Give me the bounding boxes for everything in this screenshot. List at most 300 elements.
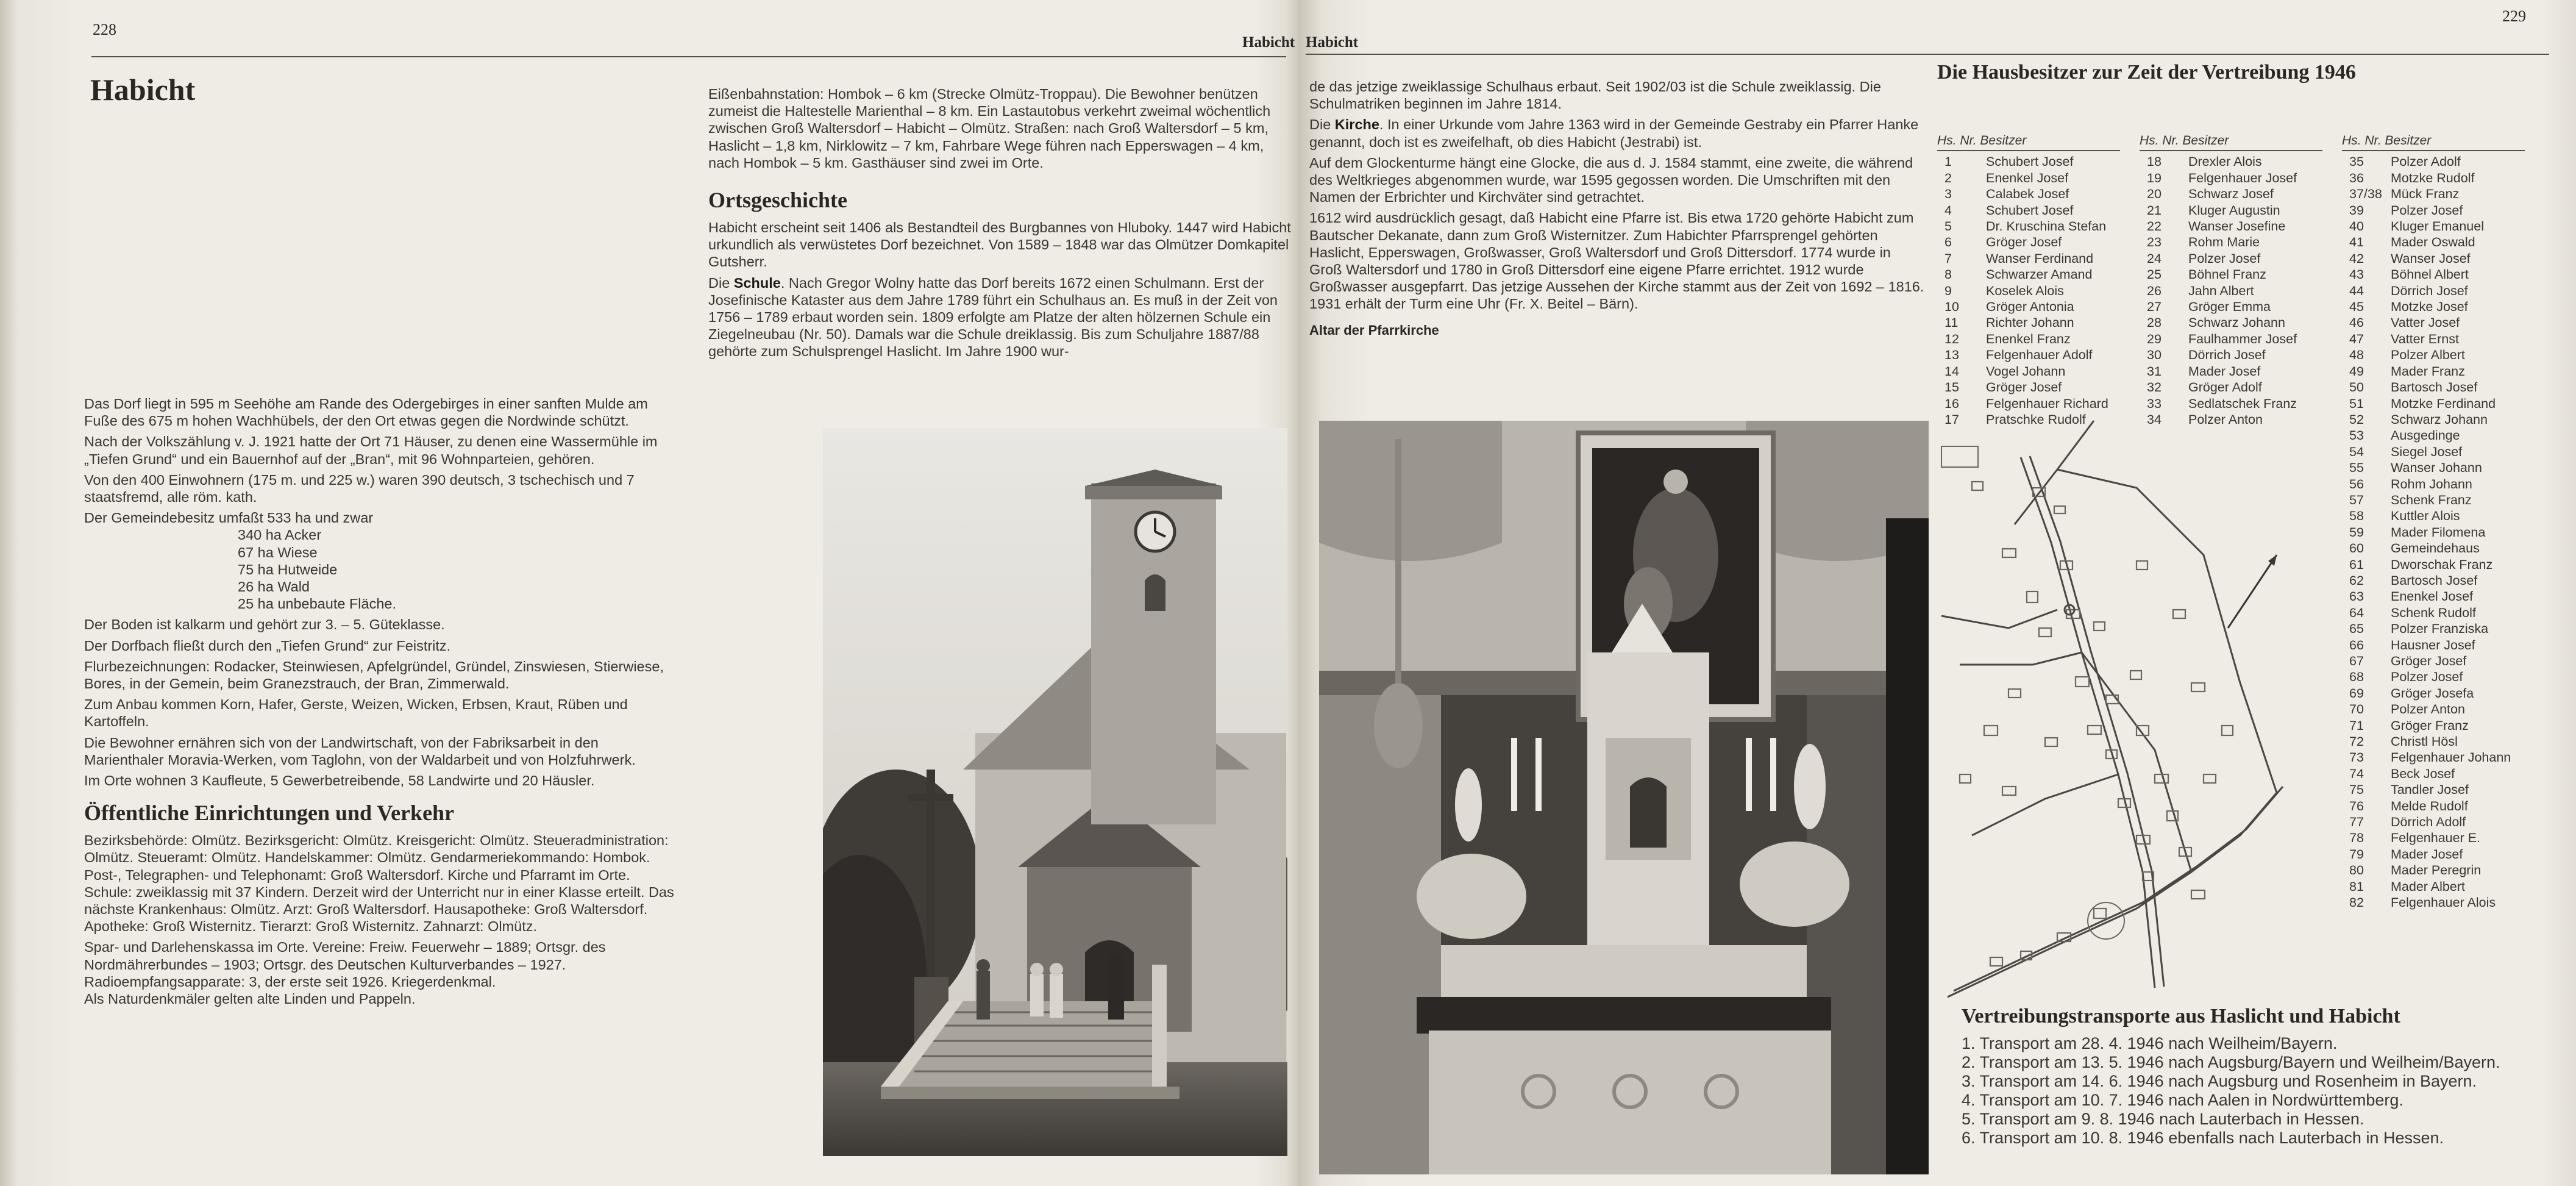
house-number: 46: [2349, 315, 2364, 330]
owner-name: Vogel Johann: [1986, 363, 2066, 379]
owner-name: Kluger Emanuel: [2391, 219, 2484, 234]
house-number: 63: [2349, 589, 2364, 604]
owner-row: [2342, 508, 2525, 524]
owner-name: Polzer Franziska: [2391, 621, 2489, 637]
owner-row: [1937, 202, 2120, 218]
altar-illustration: [1319, 421, 1929, 1174]
owner-row: [2342, 379, 2525, 395]
owners-column-2: [2140, 133, 2322, 427]
house-number: 3: [1944, 187, 1952, 202]
owner-name: Rohm Marie: [2188, 235, 2260, 250]
right-page: [1298, 0, 2576, 1186]
owner-row: [2342, 734, 2525, 749]
owner-row: [2342, 396, 2525, 412]
house-number: 78: [2349, 831, 2364, 846]
owner-name: Pratschke Rudolf: [1986, 412, 2086, 427]
owner-name: Schwarz Johann: [2391, 412, 2488, 427]
house-number: 68: [2349, 670, 2364, 685]
house-number: 55: [2349, 460, 2364, 476]
paragraph: de das jetzige zweiklassige Schulhaus erbaut. Seit 1902/03 ist die Schule zweiklassig. Die Schulmatriken beginnen im Jahre 1814.: [1309, 79, 1881, 112]
paragraph: 1612 wird ausdrücklich gesagt, daß Habicht eine Pfarre ist. Bis etwa 1720 gehörte Habicht zum Bautscher Dekanate, dann zum Groß Wisternitzer. Zum Habichter Pfarrsprengel gehörten Haslicht, Epperswagen, Großwasser, Groß Waltersdorf und Groß Dittersdorf. 1774 wurde in Groß Waltersdorf und 1780 in Groß Dittersdorf eine eigene Pfarre errichtet. 1912 wurde Großwasser ausgepfarrt. Das jetzige Aussehen der Kirche stammt aus der Zeit von 1692 – 1816. 1931 erhält der Turm eine Uhr (Fr. X. Beitel – Bärn).: [1309, 210, 1924, 312]
section-heading-public: Öffentliche Einrichtungen und Verkehr: [84, 801, 455, 826]
transport-item: 3. Transport am 14. 6. 1946 nach Augsburg und Rosenheim in Bayern.: [1962, 1072, 2477, 1090]
owner-name: Felgenhauer Richard: [1986, 396, 2108, 411]
house-number: 17: [1944, 412, 1959, 427]
owner-row: [1937, 186, 2120, 202]
land-use-item: 26 ha Wald: [238, 579, 310, 595]
house-number: 32: [2147, 380, 2161, 395]
transports-section: [1962, 1005, 2547, 1148]
owner-row: [2140, 363, 2322, 379]
house-number: 37/38: [2349, 187, 2382, 202]
house-number: 53: [2349, 428, 2364, 443]
page-number-right: 229: [2502, 7, 2526, 25]
owner-row: [2342, 846, 2525, 862]
owner-name: Polzer Josef: [2188, 251, 2261, 266]
owner-row: [2140, 202, 2322, 218]
owner-row: [2140, 186, 2322, 202]
owner-name: Rohm Johann: [2391, 476, 2472, 491]
owner-name: Schenk Franz: [2391, 492, 2472, 507]
owner-row: [2342, 766, 2525, 782]
house-number: 50: [2349, 380, 2364, 395]
owner-row: [2342, 701, 2525, 717]
owner-name: Wanser Ferdinand: [1986, 251, 2094, 266]
owner-name: Dworschak Franz: [2391, 557, 2493, 572]
owner-name: Drexler Alois: [2188, 154, 2262, 170]
transports-heading: Vertreibungstransporte aus Haslicht und Habicht: [1962, 1005, 2400, 1027]
owner-row: [2342, 283, 2525, 299]
owner-name: Felgenhauer Josef: [2188, 170, 2297, 185]
owner-name: Christl Hösl: [2391, 734, 2458, 749]
owner-name: Gröger Adolf: [2188, 380, 2262, 395]
owner-name: Richter Johann: [1986, 315, 2074, 330]
owner-name: Gemeindehaus: [2391, 541, 2480, 556]
owner-name: Gröger Josefa: [2391, 685, 2474, 701]
land-use-item: 75 ha Hutweide: [238, 561, 338, 577]
owner-name: Bartosch Josef: [2391, 380, 2478, 395]
owner-row: [1937, 363, 2120, 379]
column-2: [708, 85, 1293, 360]
paragraph: Der Gemeindebesitz umfaßt 533 ha und zwar: [84, 510, 374, 526]
owner-name: Motzke Ferdinand: [2391, 396, 2496, 411]
owner-name: Gröger Franz: [2391, 718, 2469, 733]
house-number: 58: [2349, 509, 2364, 524]
owner-row: [2342, 524, 2525, 540]
owner-row: [2342, 427, 2525, 443]
house-number: 42: [2349, 251, 2364, 266]
house-number: 56: [2349, 476, 2364, 491]
owner-name: Polzer Anton: [2391, 702, 2465, 717]
house-number: 11: [1944, 315, 1959, 330]
paragraph: Nach der Volkszählung v. J. 1921 hatte der Ort 71 Häuser, zu denen eine Wassermühle im „Tiefen Grund“ und ein Bauernhof auf der „Bran“, mit 96 Wohnparteien, gehören.: [84, 434, 658, 467]
house-number: 2: [1944, 170, 1952, 185]
right-text-column: [1309, 78, 1926, 338]
transport-item: 4. Transport am 10. 7. 1946 nach Aalen in Nordwürttemberg.: [1962, 1091, 2403, 1109]
paragraph: Habicht erscheint seit 1406 als Bestandteil des Burgbannes von Hluboky. 1447 wird Habicht urkundlich als verwüstetes Dorf bezeichnet. Von 1589 – 1848 war das Olmützer Domkapitel Gutsherr.: [708, 220, 1291, 270]
house-number: 57: [2349, 492, 2364, 507]
column-1: [84, 395, 675, 1007]
owner-row: [2140, 170, 2322, 186]
owner-name: Schwarz Johann: [2188, 315, 2285, 330]
house-number: 61: [2349, 557, 2364, 572]
house-number: 8: [1944, 267, 1952, 282]
owner-row: [1937, 218, 2120, 234]
owners-column-3: [2342, 133, 2525, 911]
owner-row: [2342, 814, 2525, 830]
owner-row: [2342, 588, 2525, 604]
house-number: 71: [2349, 718, 2364, 733]
owner-row: [1937, 379, 2120, 395]
house-number: 22: [2147, 219, 2161, 234]
owner-name: Gröger Josef: [1986, 235, 2062, 250]
house-number: 1: [1944, 154, 1952, 170]
owner-row: [1937, 331, 2120, 347]
house-number: 12: [1944, 331, 1959, 346]
owner-row: [2342, 862, 2525, 878]
page-title: Habicht: [90, 73, 196, 107]
house-number: 72: [2349, 734, 2364, 749]
owner-name: Bartosch Josef: [2391, 573, 2478, 588]
owner-name: Mader Franz: [2391, 363, 2465, 379]
text: Die: [708, 274, 734, 291]
owner-row: [1937, 283, 2120, 299]
owner-name: Dörrich Josef: [2188, 348, 2266, 363]
house-number: 52: [2349, 412, 2364, 427]
owner-name: Felgenhauer Alois: [2391, 895, 2496, 910]
owner-row: [2342, 492, 2525, 508]
transport-item: 1. Transport am 28. 4. 1946 nach Weilheim/Bayern.: [1962, 1034, 2338, 1052]
owner-name: Vatter Ernst: [2391, 331, 2459, 346]
owner-row: [2342, 412, 2525, 427]
house-number: 54: [2349, 444, 2364, 459]
altar-photo: [1319, 421, 1929, 1174]
house-number: 30: [2147, 348, 2161, 363]
owner-name: Hausner Josef: [2391, 637, 2475, 652]
header-rule-right: [1306, 54, 2549, 55]
owner-row: [2342, 444, 2525, 460]
owner-name: Polzer Albert: [2391, 348, 2465, 363]
owner-row: [2140, 154, 2322, 170]
owner-name: Polzer Josef: [2391, 670, 2463, 685]
owner-row: [2342, 669, 2525, 685]
paragraph: Der Boden ist kalkarm und gehört zur 3. – 5. Güteklasse.: [84, 616, 445, 633]
owner-row: [2342, 476, 2525, 492]
house-number: 20: [2147, 187, 2161, 202]
paragraph: Die Bewohner ernähren sich von der Landwirtschaft, von der Fabriksarbeit in den Marienthaler Moravia-Werken, vom Taglohn, von der Waldarbeit und von Holzfuhrwerk.: [84, 734, 636, 768]
section-heading-history: Ortsgeschichte: [708, 188, 847, 213]
owner-row: [1937, 347, 2120, 363]
owner-row: [1937, 234, 2120, 250]
owner-name: Motzke Rudolf: [2391, 170, 2475, 185]
owner-row: [2342, 251, 2525, 266]
owners-column-1: [1937, 133, 2120, 427]
owner-row: [2342, 573, 2525, 588]
owner-name: Gröger Emma: [2188, 299, 2271, 315]
owner-name: Böhnel Franz: [2188, 267, 2266, 282]
house-number: 80: [2349, 863, 2364, 878]
owner-name: Schenk Rudolf: [2391, 605, 2476, 620]
house-number: 24: [2147, 251, 2161, 266]
house-number: 10: [1944, 299, 1959, 315]
house-number: 74: [2349, 766, 2364, 781]
column-header: Hs. Nr. Besitzer: [1937, 133, 2120, 151]
land-use-list: [84, 526, 675, 612]
owner-row: [2342, 299, 2525, 315]
paragraph: Bezirksbehörde: Olmütz. Bezirksgericht: Olmütz. Kreisgericht: Olmütz. Steueradministration: Olmütz. Steueramt: Olmütz. Handelskammer: Olmütz. Gendarmeriekommando: Hombok. Post-, Telegraphen- und Telephonamt: Groß Waltersdorf. Kirche und Pfarramt im Orte. Schule: zweiklassig mit 37 Kindern. Derzeit wird der Unterricht nur in einer Klasse erteilt. Das nächste Krankenhaus: Olmütz. Arzt: Groß Waltersdorf. Hausapotheke: Groß Waltersdorf. Apotheke: Groß Wisternitz. Tierarzt: Groß Wisternitz. Zahnarzt: Olmütz.: [84, 832, 674, 935]
house-number: 70: [2349, 702, 2364, 717]
house-number: 76: [2349, 798, 2364, 813]
house-number: 64: [2349, 605, 2364, 620]
house-number: 16: [1944, 396, 1959, 411]
owner-row: [2342, 782, 2525, 798]
house-number: 41: [2349, 235, 2364, 250]
owner-name: Faulhammer Josef: [2188, 331, 2297, 346]
land-use-item: 25 ha unbebaute Fläche.: [238, 596, 397, 612]
paragraph: Eißenbahnstation: Hombok – 6 km (Strecke Olmütz-Troppau). Die Bewohner benützen zumeist die Haltestelle Marienthal – 8 km. Ein Lastautobus verkehrt zweimal wöchentlich zwischen Groß Waltersdorf – Habicht – Olmütz. Straßen: nach Groß Waltersdorf – 5 km, Haslicht – 1,8 km, Nirklowitz – 7 km, Fahrbare Wege führen nach Epperswagen – 4 km, nach Hombok – 5 km. Gasthäuser sind zwei im Orte.: [708, 86, 1271, 171]
owner-name: Polzer Anton: [2188, 412, 2263, 427]
owner-name: Schwarz Josef: [2188, 187, 2274, 202]
column-header: Hs. Nr. Besitzer: [2140, 133, 2322, 151]
house-number: 9: [1944, 283, 1952, 298]
owner-row: [2342, 540, 2525, 556]
owner-row: [2140, 266, 2322, 282]
house-number: 4: [1944, 202, 1952, 218]
owner-name: Mück Franz: [2391, 187, 2460, 202]
owner-row: [2342, 347, 2525, 363]
owner-row: [2140, 218, 2322, 234]
house-number: 49: [2349, 363, 2364, 379]
owner-row: [2342, 685, 2525, 701]
house-number: 59: [2349, 524, 2364, 540]
running-head-left: Habicht: [1242, 34, 1295, 51]
owner-row: [2140, 283, 2322, 299]
owner-row: [2140, 234, 2322, 250]
owner-row: [2342, 266, 2525, 282]
paragraph-church: [1309, 116, 1926, 150]
owner-name: Schubert Josef: [1986, 202, 2074, 218]
house-number: 35: [2349, 154, 2364, 170]
owner-row: [2140, 347, 2322, 363]
owner-name: Gröger Antonia: [1986, 299, 2074, 315]
house-number: 77: [2349, 815, 2364, 830]
house-number: 75: [2349, 782, 2364, 798]
house-number: 67: [2349, 654, 2364, 668]
house-number: 13: [1944, 348, 1959, 363]
owner-name: Mader Josef: [2188, 363, 2261, 379]
text: Die: [1309, 116, 1335, 133]
house-number: 25: [2147, 267, 2161, 282]
paragraph-school: [708, 274, 1293, 360]
house-number: 45: [2349, 299, 2364, 315]
house-number: 33: [2147, 396, 2161, 411]
transport-item: 6. Transport am 10. 8. 1946 ebenfalls nach Lauterbach in Hessen.: [1962, 1129, 2444, 1147]
owner-row: [1937, 266, 2120, 282]
paragraph: Von den 400 Einwohnern (175 m. und 225 w.) waren 390 deutsch, 3 tschechisch und 7 staatsfremd, alle röm. kath.: [84, 471, 635, 505]
owner-name: Dörrich Adolf: [2391, 815, 2466, 830]
house-number: 48: [2349, 348, 2364, 363]
house-number: 40: [2349, 219, 2364, 234]
owner-row: [2342, 202, 2525, 218]
keyword-kirche: Kirche: [1334, 116, 1379, 133]
owner-name: Felgenhauer Johann: [2391, 750, 2511, 765]
house-number: 60: [2349, 541, 2364, 556]
owner-name: Jahn Albert: [2188, 283, 2254, 298]
owner-row: [2140, 315, 2322, 330]
house-number: 65: [2349, 621, 2364, 637]
house-number: 81: [2349, 879, 2364, 894]
village-map-drawing: [1935, 409, 2338, 1000]
house-number: 51: [2349, 396, 2364, 411]
owner-name: Beck Josef: [2391, 766, 2455, 781]
church-illustration: [823, 428, 1287, 1156]
page-number-left: 228: [93, 21, 116, 38]
transport-item: 2. Transport am 13. 5. 1946 nach Augsburg/Bayern und Weilheim/Bayern.: [1962, 1053, 2500, 1071]
owner-row: [2140, 299, 2322, 315]
owner-name: Enenkel Josef: [2391, 589, 2474, 604]
owner-name: Dr. Kruschina Stefan: [1986, 219, 2107, 234]
house-number: 6: [1944, 235, 1952, 250]
owner-name: Enenkel Franz: [1986, 331, 2071, 346]
owner-name: Wanser Josefine: [2188, 219, 2286, 234]
paragraph: Zum Anbau kommen Korn, Hafer, Gerste, Weizen, Wicken, Erbsen, Kraut, Rüben und Kartoffeln.: [84, 696, 628, 730]
house-number: 66: [2349, 637, 2364, 652]
owner-name: Dörrich Josef: [2391, 283, 2468, 298]
owner-row: [2140, 379, 2322, 395]
owner-name: Mader Peregrin: [2391, 863, 2482, 878]
owner-name: Mader Albert: [2391, 879, 2465, 894]
text: . Nach Gregor Wolny hatte das Dorf bereits 1672 einen Schulmann. Erst der Josefinische Kataster aus dem Jahre 1789 führt ein Schulhaus an. Es muß in der Zeit von 1756 – 1789 erbaut worden sein. 1809 erfolgte am Platze der alten hölzernen Schule ein Ziegelneubau (Nr. 50). Damals war die Schule dreiklassig. Bis zum Schuljahre 1887/88 gehörte zum Schulsprengel Haslicht. Im Jahre 1900 wur-: [708, 274, 1278, 360]
owner-row: [2342, 186, 2525, 202]
church-photo: [823, 428, 1287, 1156]
text: . In einer Urkunde vom Jahre 1363 wird in der Gemeinde Gestraby ein Pfarrer Hanke genannt, doch ist es zweifelhaft, ob dies Habicht (Jestrabi) ist.: [1309, 116, 1919, 150]
house-number: 47: [2349, 331, 2364, 346]
house-number: 69: [2349, 685, 2364, 701]
paragraph: Flurbezeichnungen: Rodacker, Steinwiesen, Apfelgründel, Gründel, Zinswiesen, Stierwiese, Bores, in der Gemein, beim Granezstrauch, der Bran, Zimmerwald.: [84, 658, 664, 692]
land-use-item: 340 ha Acker: [238, 527, 322, 543]
owner-row: [2342, 895, 2525, 910]
owner-row: [1937, 315, 2120, 330]
house-number: 36: [2349, 170, 2364, 185]
owner-name: Kluger Augustin: [2188, 202, 2280, 218]
owner-name: Mader Filomena: [2391, 524, 2486, 540]
paragraph: Spar- und Darlehenskassa im Orte. Vereine: Freiw. Feuerwehr – 1889; Ortsgr. des Nordmährerbundes – 1903; Ortsgr. des Deutschen Kulturverbandes – 1927. Radioempfangsapparate: 3, der erste seit 1926. Kriegerdenkmal.: [84, 939, 606, 990]
owner-row: [1937, 154, 2120, 170]
owner-name: Melde Rudolf: [2391, 798, 2468, 813]
owner-name: Motzke Josef: [2391, 299, 2468, 315]
owner-name: Gröger Josef: [2391, 654, 2467, 668]
owner-name: Mader Josef: [2391, 846, 2463, 862]
owner-row: [1937, 170, 2120, 186]
house-number: 62: [2349, 573, 2364, 588]
header-rule-left: [91, 56, 1286, 57]
house-number: 39: [2349, 202, 2364, 218]
owner-name: Felgenhauer E.: [2391, 831, 2481, 846]
owner-row: [2342, 557, 2525, 573]
keyword-schule: Schule: [733, 274, 781, 291]
paragraph: Der Dorfbach fließt durch den „Tiefen Grund“ zur Feistritz.: [84, 637, 451, 654]
owner-name: Polzer Adolf: [2391, 154, 2461, 170]
owner-name: Böhnel Albert: [2391, 267, 2469, 282]
owner-name: Koselek Alois: [1986, 283, 2064, 298]
owner-name: Kuttler Alois: [2391, 509, 2460, 524]
owner-name: Sedlatschek Franz: [2188, 396, 2297, 411]
house-number: 7: [1944, 251, 1952, 266]
house-number: 5: [1944, 219, 1952, 234]
house-number: 18: [2147, 154, 2161, 170]
owner-row: [2342, 363, 2525, 379]
house-number: 21: [2147, 202, 2161, 218]
owner-row: [2342, 749, 2525, 765]
house-number: 31: [2147, 363, 2161, 379]
owner-name: Ausgedinge: [2391, 428, 2460, 443]
owner-name: Enenkel Josef: [1986, 170, 2069, 185]
owner-name: Tandler Josef: [2391, 782, 2469, 798]
owner-row: [2342, 315, 2525, 330]
house-number: 43: [2349, 267, 2364, 282]
owner-name: Schwarzer Amand: [1986, 267, 2093, 282]
house-number: 34: [2147, 412, 2161, 427]
owner-row: [2342, 637, 2525, 653]
house-number: 79: [2349, 846, 2364, 862]
photo-caption: Altar der Pfarrkirche: [1309, 322, 1439, 338]
paragraph: Auf dem Glockenturme hängt eine Glocke, die aus d. J. 1584 stammt, eine zweite, die während des Weltkrieges abgenommen wurde, war 1595 gegossen worden. Die Umschriften mit den Namen der Erbrichter und Kirchväter sind getrachtet.: [1309, 154, 1913, 205]
village-map: [1935, 409, 2338, 1000]
owner-name: Calabek Josef: [1986, 187, 2069, 202]
paragraph: Das Dorf liegt in 595 m Seehöhe am Rande des Odergebirges in einer sanften Mulde am Fuße des 675 m hohen Wachhübels, der den Ort etwas gegen die Nordwinde schützt.: [84, 396, 648, 429]
house-number: 14: [1944, 363, 1959, 379]
paragraph: Als Naturdenkmäler gelten alte Linden und Pappeln.: [84, 991, 416, 1007]
owner-row: [2342, 234, 2525, 250]
land-use-item: 67 ha Wiese: [238, 544, 318, 560]
owner-name: Gröger Josef: [1986, 380, 2062, 395]
owner-row: [2342, 879, 2525, 895]
owner-row: [1937, 251, 2120, 266]
house-number: 23: [2147, 235, 2161, 250]
owner-name: Siegel Josef: [2391, 444, 2463, 459]
owner-row: [2342, 331, 2525, 347]
house-number: 19: [2147, 170, 2161, 185]
owner-row: [2342, 718, 2525, 734]
owner-row: [1937, 299, 2120, 315]
house-number: 26: [2147, 283, 2161, 298]
house-number: 44: [2349, 283, 2364, 298]
running-head-right: Habicht: [1306, 34, 1359, 51]
owners-heading: Die Hausbesitzer zur Zeit der Vertreibung 1946: [1937, 61, 2356, 84]
owner-name: Vatter Josef: [2391, 315, 2460, 330]
paragraph: Im Orte wohnen 3 Kaufleute, 5 Gewerbetreibende, 58 Landwirte und 20 Häusler.: [84, 773, 595, 789]
owner-row: [2342, 218, 2525, 234]
owner-name: Mader Oswald: [2391, 235, 2475, 250]
owner-row: [2342, 653, 2525, 669]
owner-name: Schubert Josef: [1986, 154, 2074, 170]
owner-name: Wanser Josef: [2391, 251, 2471, 266]
owner-name: Felgenhauer Adolf: [1986, 348, 2093, 363]
house-number: 27: [2147, 299, 2161, 315]
owner-row: [2140, 331, 2322, 347]
owner-row: [2342, 460, 2525, 476]
owner-row: [2140, 251, 2322, 266]
house-number: 82: [2349, 895, 2364, 910]
house-number: 29: [2147, 331, 2161, 346]
house-number: 15: [1944, 380, 1959, 395]
house-number: 73: [2349, 750, 2364, 765]
owner-row: [2342, 605, 2525, 621]
column-header: Hs. Nr. Besitzer: [2342, 133, 2525, 151]
owner-row: [2342, 170, 2525, 186]
owner-name: Polzer Josef: [2391, 202, 2463, 218]
owner-row: [2342, 154, 2525, 170]
